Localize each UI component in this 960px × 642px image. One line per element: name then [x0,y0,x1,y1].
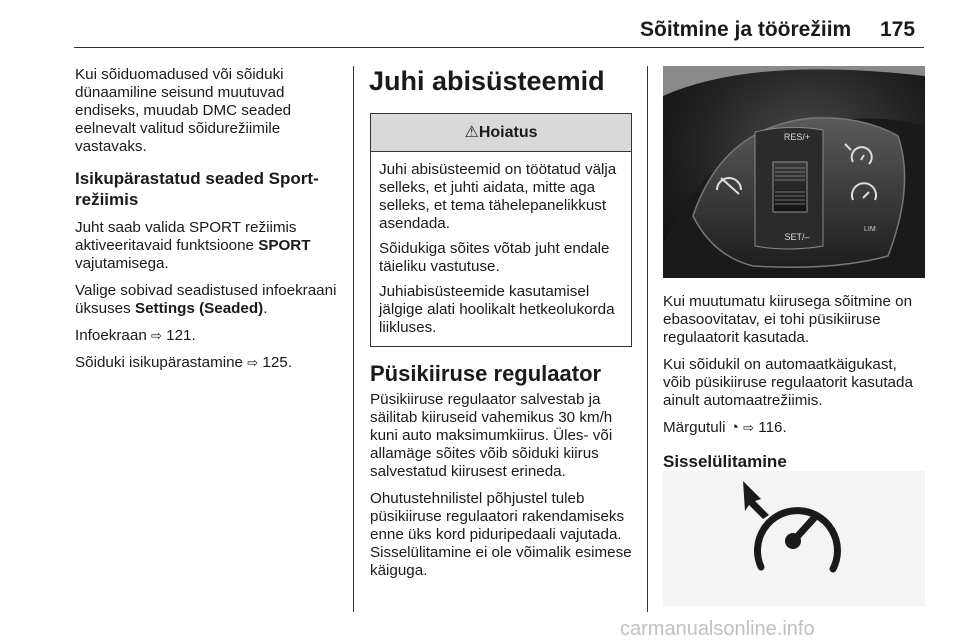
page-number: 175 [880,18,916,41]
paragraph: Kui sõiduomadused või sõiduki dünaamiline seisund muutuvad endiseks, muudab DMC seaded eelnevalt valitud sõidurežiimile vastavaks. [75,66,292,155]
steering-wheel-controls-photo [663,66,925,278]
paragraph: Ohutustehnilistel põhjustel tuleb püsikiiruse regulaatori rakendamiseks enne üks kord piduripedaali vajutada. [370,490,625,543]
lim-button-label: LIM [864,226,876,233]
paragraph: Kui muutumatu kiirusega sõitmine on ebasoovitatav, ei tohi püsikiiruse regulaatorit kasutada. [663,293,913,346]
watermark: carmanualsonline.info [620,618,815,640]
column-2 [370,66,632,589]
paragraph: Valige sobivad seadistused infoekraani üksuses Settings (Seaded). [75,282,337,317]
warning-triangle-icon: ⚠ [464,124,479,141]
set-button-label: SET/– [784,232,810,242]
header-rule [74,47,924,48]
subheading: Isikupärastatud seaded Sport-režiimis [75,169,319,209]
warning-box [370,113,632,347]
ref-arrow-icon: ⇨ [151,328,162,343]
header-title: Sõitmine ja töörežiim [640,18,852,41]
warning-text: Sõidukiga sõites võtab juht endale täieliku vastutuse. [379,240,610,275]
warning-header: ⚠Hoiatus [371,114,631,152]
column-1 [75,66,337,381]
page-reference[interactable]: Märgutuli ◔ ⇨ 116. [663,419,787,436]
paragraph: Kui sõidukil on automaatkäigukast, võib püsikiiruse regulaatorit kasutada ainult automaatrežiimis. [663,356,913,409]
subheading: Sisselülitamine [663,452,787,471]
page-reference[interactable]: Sõiduki isikupärastamine ⇨ 125. [75,354,292,371]
paragraph: Püsikiiruse regulaator salvestab ja säilitab kiiruseid vahemikus 30 km/h kuni auto maksimumkiirus. Üles- või allamäge sõites võib sõiduki kiirus salvestatud kiirusest erineda. [370,391,613,480]
res-button-label: RES/+ [783,132,811,142]
column-divider [647,66,648,612]
cruise-control-icon-illustration [663,471,925,606]
column-divider [353,66,354,612]
warning-text: Juhiabisüsteemide kasutamisel jälgige alati hoolikalt hetkeolukorda liikluses. [379,283,615,336]
warning-text: Juhi abisüsteemid on töötatud välja selleks, et juhti aidata, mitte aga selleks, et tema tähelepanelikkust asendada. [379,161,617,232]
ref-arrow-icon: ⇨ [247,355,259,370]
ref-arrow-icon: ⇨ [743,420,755,435]
paragraph: Sisselülitamine ei ole võimalik esimese käiguga. [370,544,632,579]
page-reference[interactable]: Infoekraan ⇨ 121. [75,327,196,344]
section-title: Püsikiiruse regulaator [370,361,602,386]
paragraph: Juht saab valida SPORT režiimis aktiveeritavaid funktsioone SPORT vajutamisega. [75,219,311,272]
column-3 [663,293,927,481]
section-title: Juhi abisüsteemid [369,66,605,96]
cruise-control-lamp-icon: ◔ [729,419,739,436]
